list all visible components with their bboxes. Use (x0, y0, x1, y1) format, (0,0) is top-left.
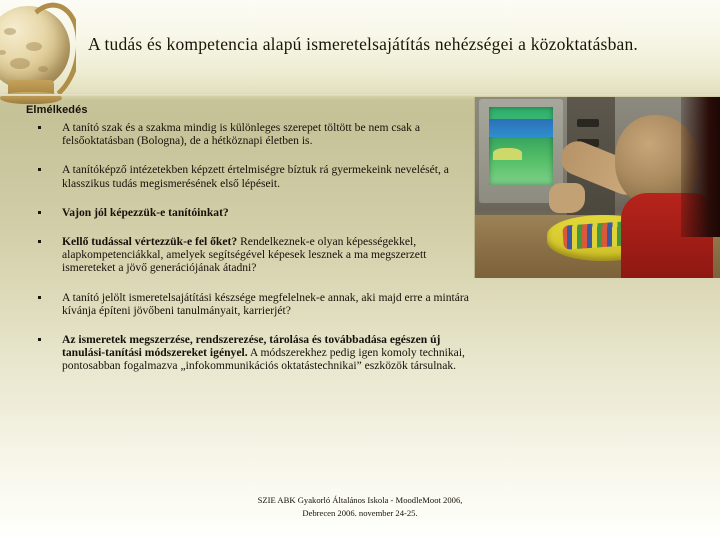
bullet-text: A tanító szak és a szakma mindig is különleges szerepet töltött be nem csak a felsőoktatásban (Bologna), de a hétköznapi életben is. (62, 121, 421, 148)
photo-shadow-edge (681, 97, 720, 237)
footer-line-1: SZIE ABK Gyakorló Általános Iskola - MoodleMoot 2006, (257, 495, 463, 505)
section-heading: Elmélkedés (26, 104, 88, 116)
footer-line-2: Debrecen 2006. november 24-25. (302, 507, 418, 518)
list-item (26, 163, 478, 189)
footer (0, 494, 720, 519)
child-at-computer-photo (474, 97, 720, 278)
bullet-text: A módszerekhez pedig igen komoly technikai, pontosabban fogalmazva „infokommunikációs oktatástechnikai” eszközök társulnak. (62, 346, 465, 373)
list-item (26, 235, 478, 275)
photo-screen-sky (489, 119, 553, 136)
photo-screen-hill (493, 148, 522, 160)
list-item (26, 291, 478, 317)
list-item (26, 206, 478, 219)
bullet-text-emphasis: Kellő tudással vértezzük-e fel őket? (62, 235, 238, 249)
slide-title: A tudás és kompetencia alapú ismeretelsajátítás nehézségei a közoktatásban. (88, 34, 639, 54)
photo-child-hand (549, 183, 585, 213)
globe-landmass (4, 28, 16, 35)
bullet-text: Vajon jól képezzük-e tanítóinkat? (62, 205, 229, 219)
bullet-text: A tanítóképző intézetekben képzett értelmiségre bíztuk rá gyermekeink nevelését, a klasszikus tudás megismerésének első lépéseit. (62, 163, 449, 190)
bullet-text-emphasis: Az ismeretek megszerzése, rendszerezése, tárolása és továbbadása egészen új tanulási-tanítási módszereket igényel. (62, 333, 441, 360)
list-item (26, 121, 478, 147)
globe-landmass (0, 50, 6, 55)
content-body (26, 104, 478, 389)
bullet-list (26, 121, 478, 373)
list-item (26, 333, 478, 373)
bullet-text: Rendelkeznek-e olyan képességekkel, alapkompetenciákkal, amelyek segítségével képesek lesznek a ma megszerzett ismereteket a jövő generációjának átadni? (62, 235, 427, 275)
photo-tower-drive-slot (577, 119, 599, 127)
title-divider (0, 94, 720, 96)
globe-icon (0, 0, 76, 106)
photo-monitor-screen (489, 107, 553, 185)
bullet-text: A tanító jelölt ismeretelsajátítási készsége megfelelnek-e annak, aki majd erre a mintára kívánja építeni jövőbeni tanulmányait, karrierjét? (62, 290, 469, 317)
